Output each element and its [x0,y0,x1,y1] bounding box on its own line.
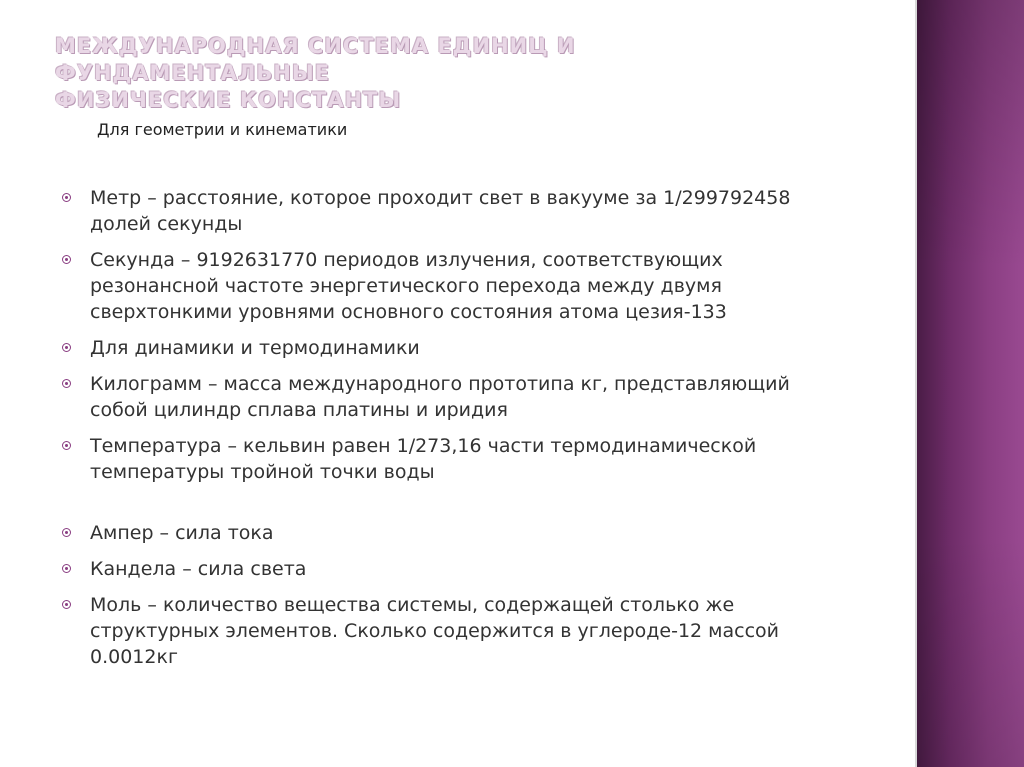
bullet-item-ampere [60,520,840,546]
bullet-text: Для динамики и термодинамики [90,337,420,359]
circle-bullet-icon [62,600,71,609]
bullet-text: Моль – количество вещества системы, содержащей столько же структурных элементов. Сколько содержится в углероде-12 массой 0.0012кг [90,594,780,668]
bullet-text: Температура – кельвин равен 1/273,16 части термодинамической температуры тройной точки воды [90,435,757,483]
circle-bullet-icon [62,379,71,388]
bullet-text: Метр – расстояние, которое проходит свет в вакууме за 1/299792458 долей секунды [90,187,791,235]
slide-title-line-2: ФИЗИЧЕСКИЕ КОНСТАНТЫ [55,88,402,112]
bullet-text: Килограмм – масса международного прототипа кг, представляющий собой цилиндр сплава платины и иридия [90,373,790,421]
circle-bullet-icon [62,193,71,202]
slide-subtitle: Для геометрии и кинематики [97,120,348,139]
circle-bullet-icon [62,343,71,352]
bullet-text: Ампер – сила тока [90,522,274,544]
bullet-list [60,185,840,680]
bullet-item-meter [60,185,840,237]
slide-title [55,33,855,114]
bullet-item-dynamics-heading [60,335,840,361]
circle-bullet-icon [62,441,71,450]
bullet-text: Секунда – 9192631770 периодов излучения, соответствующих резонансной частоте энергетического перехода между двумя сверхтонкими уровнями основного состояния атома цезия-133 [90,249,727,323]
bullet-item-mole [60,592,840,670]
slide-title-line-1: МЕЖДУНАРОДНАЯ СИСТЕМА ЕДИНИЦ И ФУНДАМЕНТАЛЬНЫЕ [55,34,576,85]
bullet-item-candela [60,556,840,582]
circle-bullet-icon [62,564,71,573]
bullet-item-temperature [60,433,840,485]
decorative-side-panel [915,0,1024,767]
bullet-text: Кандела – сила света [90,558,307,580]
circle-bullet-icon [62,255,71,264]
bullet-item-second [60,247,840,325]
bullet-item-kilogram [60,371,840,423]
circle-bullet-icon [62,528,71,537]
